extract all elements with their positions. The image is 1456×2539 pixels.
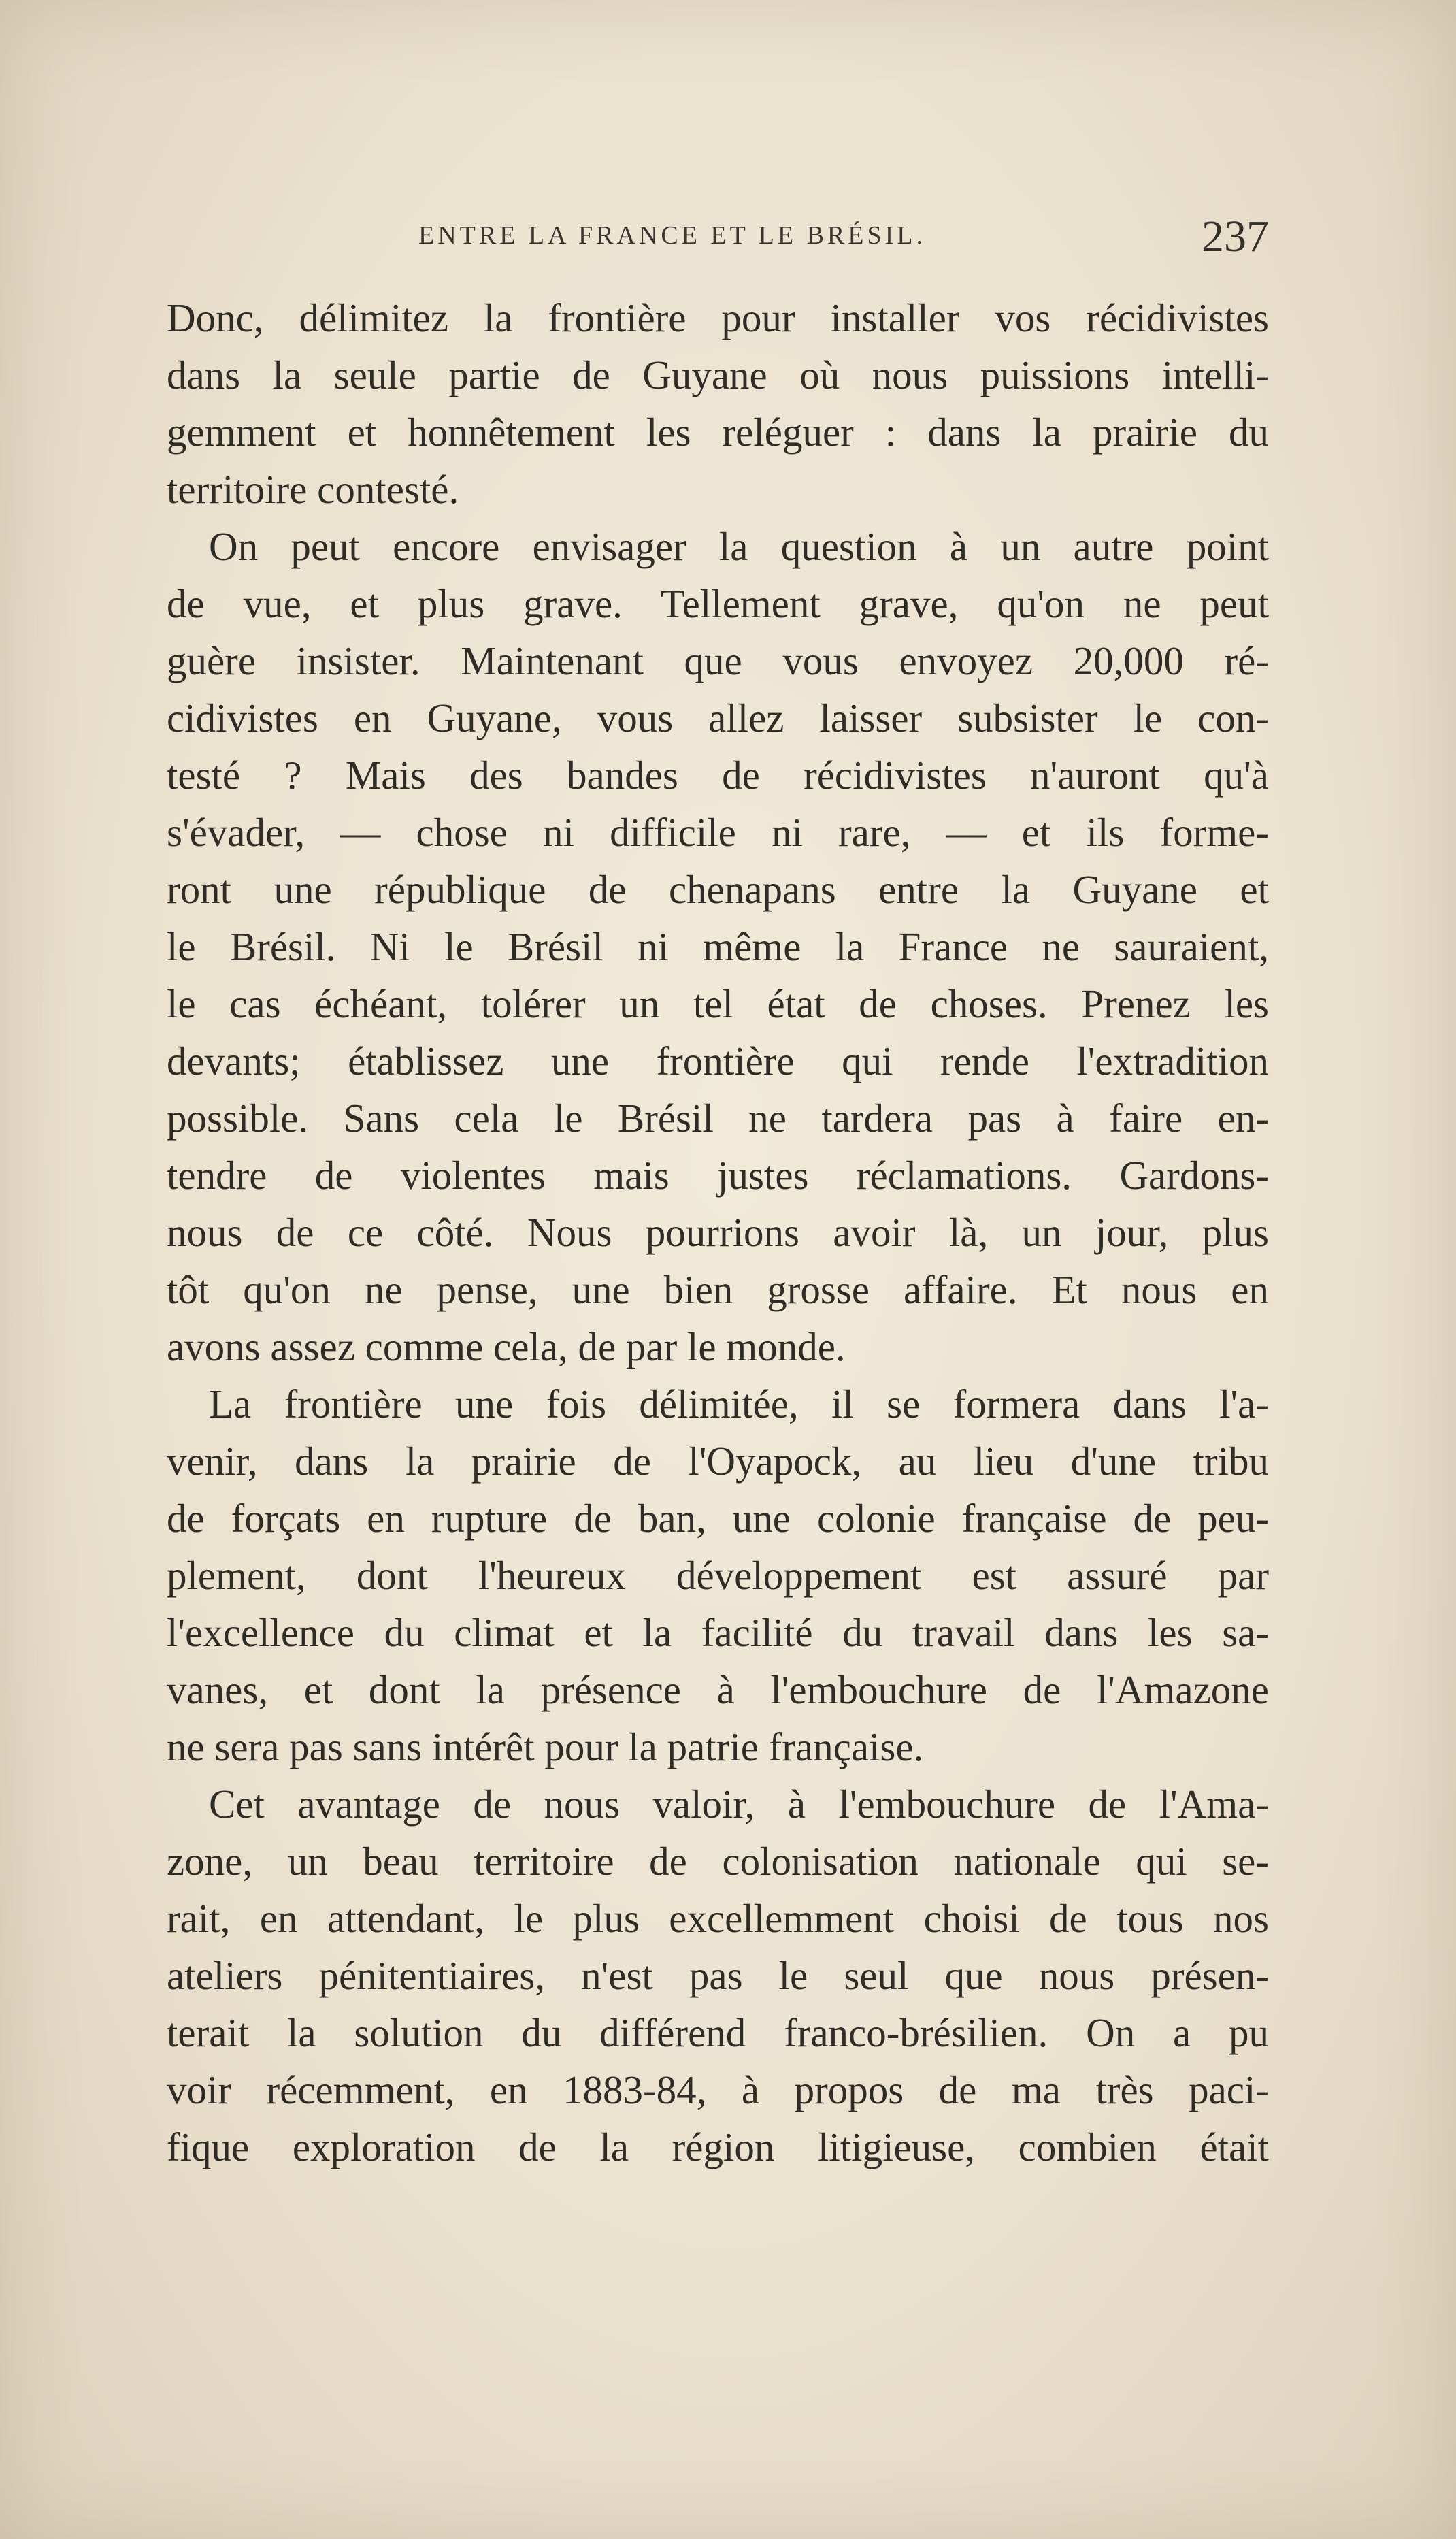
text-line: testé ? Mais des bandes de récidivistes n'auront qu'à [167, 753, 1269, 798]
text-line: ne sera pas sans intérêt pour la patrie française. [167, 1724, 924, 1769]
text-line: fique exploration de la région litigieuse, combien était [167, 2125, 1269, 2169]
text-line: On peut encore envisager la question à un autre point [209, 524, 1269, 569]
text-line: gemment et honnêtement les reléguer : dans la prairie du [167, 410, 1269, 455]
running-title: ENTRE LA FRANCE ET LE BRÉSIL. [418, 221, 926, 250]
text-line: Donc, délimitez la frontière pour installer vos récidivistes [167, 295, 1269, 340]
text-line: de vue, et plus grave. Tellement grave, qu'on ne peut [167, 581, 1269, 626]
text-line: territoire contesté. [167, 467, 459, 512]
text-line: zone, un beau territoire de colonisation nationale qui se- [167, 1839, 1269, 1884]
text-line: cidivistes en Guyane, vous allez laisser subsister le con- [167, 695, 1269, 740]
text-line: tôt qu'on ne pense, une bien grosse affaire. Et nous en [167, 1267, 1269, 1312]
text-line: vanes, et dont la présence à l'embouchure de l'Amazone [167, 1667, 1269, 1712]
text-line: ront une république de chenapans entre la Guyane et [167, 867, 1269, 912]
running-head [167, 212, 1269, 271]
page-number: 237 [1202, 212, 1269, 261]
text-line: venir, dans la prairie de l'Oyapock, au lieu d'une tribu [167, 1439, 1269, 1484]
text-line: ateliers pénitentiaires, n'est pas le seul que nous présen- [167, 1953, 1269, 1998]
text-line: rait, en attendant, le plus excellemment choisi de tous nos [167, 1896, 1269, 1941]
body-text [167, 289, 1269, 2176]
text-line: devants; établissez une frontière qui rende l'extradition [167, 1038, 1269, 1083]
text-line: plement, dont l'heureux développement est assuré par [167, 1553, 1269, 1598]
text-line: possible. Sans cela le Brésil ne tardera pas à faire en- [167, 1096, 1269, 1141]
text-line: voir récemment, en 1883-84, à propos de ma très paci- [167, 2067, 1269, 2112]
text-line: le Brésil. Ni le Brésil ni même la France ne sauraient, [167, 924, 1269, 969]
text-line: le cas échéant, tolérer un tel état de choses. Prenez les [167, 981, 1269, 1026]
text-line: guère insister. Maintenant que vous envoyez 20,000 ré- [167, 638, 1269, 683]
text-line: dans la seule partie de Guyane où nous puissions intelli- [167, 353, 1269, 397]
text-line: l'excellence du climat et la facilité du travail dans les sa- [167, 1610, 1269, 1655]
text-line: tendre de violentes mais justes réclamations. Gardons- [167, 1153, 1269, 1198]
text-line: Cet avantage de nous valoir, à l'embouchure de l'Ama- [209, 1782, 1269, 1827]
text-line: La frontière une fois délimitée, il se formera dans l'a- [209, 1381, 1269, 1426]
text-line: nous de ce côté. Nous pourrions avoir là, un jour, plus [167, 1210, 1269, 1255]
text-line: s'évader, — chose ni difficile ni rare, — et ils forme- [167, 810, 1269, 855]
text-line: terait la solution du différend franco-brésilien. On a pu [167, 2010, 1269, 2055]
text-line: avons assez comme cela, de par le monde. [167, 1324, 846, 1369]
text-line: de forçats en rupture de ban, une colonie française de peu- [167, 1496, 1269, 1541]
